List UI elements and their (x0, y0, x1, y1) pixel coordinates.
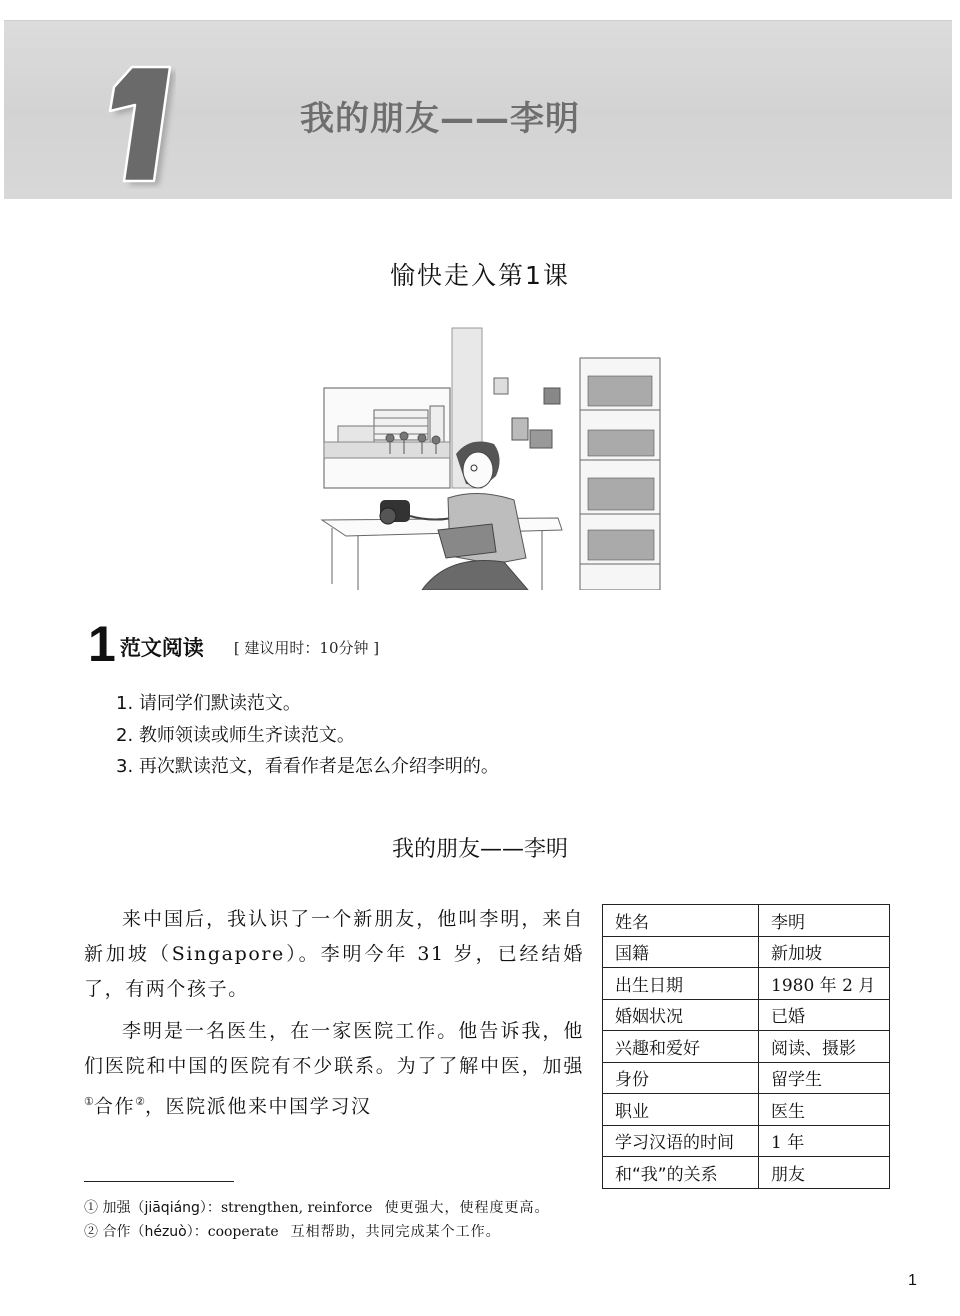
reading-passage (84, 902, 584, 1131)
footnote-marker: ① (84, 1200, 98, 1216)
table-row (603, 1094, 890, 1126)
footnote-word: 加强 (102, 1200, 131, 1216)
table-row (603, 1157, 890, 1189)
footnote-english: cooperate (207, 1224, 279, 1240)
table-row (603, 1125, 890, 1157)
table-key: 国籍 (603, 936, 759, 968)
table-value: 留学生 (759, 1062, 890, 1094)
table-value: 医生 (759, 1094, 890, 1126)
illustration-man-reading (318, 318, 662, 590)
footnote-definition: 使更强大，使程度更高。 (384, 1200, 550, 1216)
table-value: 1980 年 2 月 (759, 968, 890, 1000)
footnote-marker: ② (84, 1224, 98, 1240)
table-row (603, 936, 890, 968)
instruction-item: 2. 教师领读或师生齐读范文。 (116, 724, 355, 746)
paragraph (84, 1014, 584, 1124)
table-row (603, 968, 890, 1000)
table-value: 李明 (759, 905, 890, 937)
footnote-pinyin: （hézuò）： (130, 1224, 208, 1240)
table-row (603, 905, 890, 937)
table-key: 学习汉语的时间 (603, 1125, 759, 1157)
footnote-pinyin: （jiāqiáng）： (130, 1200, 221, 1216)
table-key: 兴趣和爱好 (603, 1031, 759, 1063)
section-number: 1 (88, 616, 116, 672)
footnote-definition: 互相帮助，共同完成某个工作。 (290, 1224, 501, 1240)
table-value: 阅读、摄影 (759, 1031, 890, 1063)
section-label: 范文阅读 (119, 636, 204, 660)
paragraph-text: 合作 (93, 1095, 136, 1118)
instruction-item: 3. 再次默读范文，看看作者是怎么介绍李明的。 (116, 756, 499, 777)
footnote-item (84, 1196, 549, 1220)
footnote-english: strengthen, reinforce (220, 1200, 373, 1216)
paragraph-text: 李明是一名医生，在一家医院工作。他告诉我，他们医院和中国的医院有不少联系。为了了解中医，加强 (84, 1020, 584, 1077)
page-number: 1 (908, 1272, 917, 1289)
footnote-item (84, 1220, 549, 1244)
chapter-number-graphic (96, 59, 176, 189)
table-value: 朋友 (759, 1157, 890, 1189)
footnote-marker: ② (135, 1095, 145, 1108)
footnote-word: 合作 (102, 1224, 131, 1240)
table-key: 和“我”的关系 (603, 1157, 759, 1189)
table-value: 已婚 (759, 999, 890, 1031)
paragraph: 来中国后，我认识了一个新朋友，他叫李明，来自新加坡（Singapore）。李明今年 31 岁，已经结婚了，有两个孩子。 (84, 908, 584, 1000)
chapter-title: 我的朋友——李明 (300, 99, 580, 139)
table-key: 姓名 (603, 905, 759, 937)
table-row (603, 999, 890, 1031)
footnote-divider (84, 1181, 234, 1182)
table-key: 职业 (603, 1094, 759, 1126)
table-key: 婚姻状况 (603, 999, 759, 1031)
table-key: 出生日期 (603, 968, 759, 1000)
reading-title: 我的朋友——李明 (391, 837, 568, 862)
table-key: 身份 (603, 1062, 759, 1094)
paragraph-text: ，医院派他来中国学习汉 (144, 1095, 372, 1118)
table-value: 1 年 (759, 1125, 890, 1157)
lesson-heading: 愉快走入第1课 (390, 261, 570, 290)
section-header (88, 616, 380, 672)
table-row (603, 1031, 890, 1063)
footnotes (84, 1196, 549, 1244)
instruction-list (116, 688, 499, 783)
table-row (603, 1062, 890, 1094)
suggested-time: [ 建议用时：10分钟 ] (233, 639, 380, 657)
footnote-marker: ① (84, 1095, 94, 1108)
table-value: 新加坡 (759, 936, 890, 968)
profile-table (602, 904, 890, 1189)
instruction-item: 1. 请同学们默读范文。 (116, 693, 301, 714)
chapter-banner (4, 20, 952, 199)
